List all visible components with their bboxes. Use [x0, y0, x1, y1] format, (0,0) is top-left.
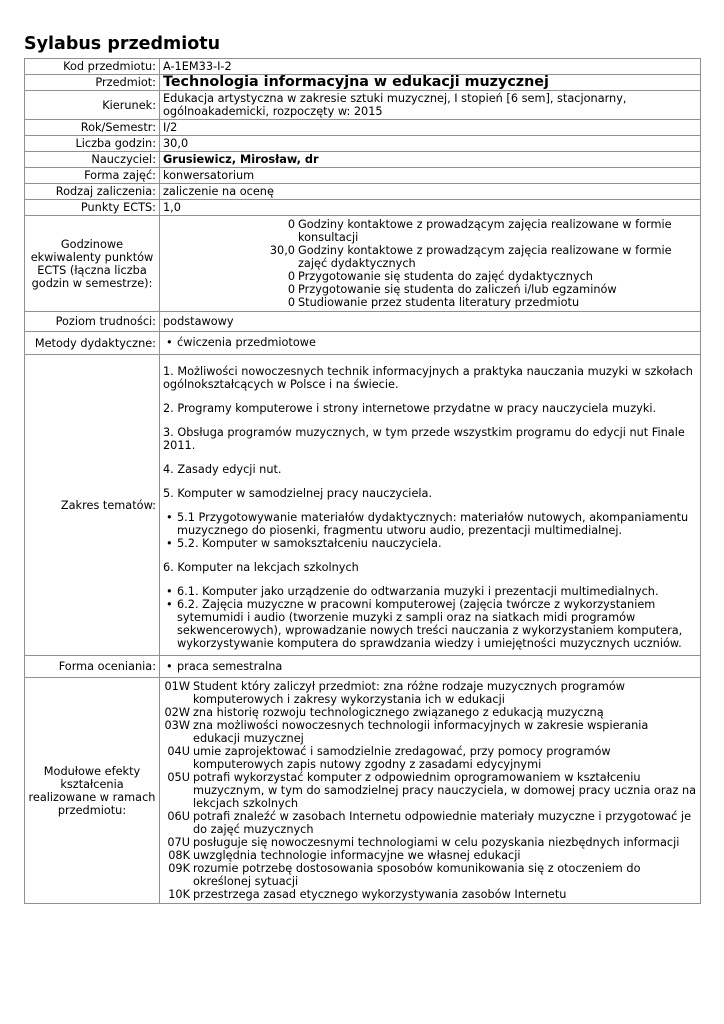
value-metody	[160, 332, 701, 355]
effect-item	[163, 719, 697, 745]
effect-text: potrafi znaleźć w zasobach Internetu odpowiednie materiały muzyczne i przygotować je do zajęć muzycznych	[193, 810, 692, 836]
effect-item	[163, 849, 697, 862]
ects-hours: 0	[287, 270, 295, 283]
ects-text: Godziny kontaktowe z prowadzącym zajęcia realizowane w formie zajęć dydaktycznych	[298, 244, 672, 270]
value-kierunek: Edukacja artystyczna w zakresie sztuki muzycznej, I stopień [6 sem], stacjonarny, ogólnoakademicki, rozpoczęty w: 2015	[160, 91, 701, 120]
topic-1: 1. Możliwości nowoczesnych technik informacyjnych a praktyka nauczania muzyki w szkołach ogólnokształcących w Polsce i na świecie.	[163, 365, 693, 391]
row-kod	[25, 59, 701, 75]
effect-code: 01W	[164, 680, 190, 693]
effect-code: 02W	[164, 706, 190, 719]
effect-code: 06U	[167, 810, 190, 823]
ects-hours: 30,0	[269, 244, 295, 257]
value-efekty	[160, 678, 701, 904]
effect-code: 04U	[167, 745, 190, 758]
effect-item	[163, 771, 697, 810]
row-rok	[25, 120, 701, 136]
list-item: • 6.1. Komputer jako urządzenie do odtwarzania muzyki i prezentacji multimedialnych.	[163, 585, 697, 598]
effect-item	[163, 888, 697, 901]
effect-text: rozumie potrzebę dostosowania sposobów komunikowania się z otoczeniem do określonej sytuacji	[193, 862, 641, 888]
label-przedmiot: Przedmiot:	[25, 75, 160, 91]
topic-5: 5. Komputer w samodzielnej pracy nauczyciela.	[163, 487, 433, 500]
effect-code: 07U	[167, 836, 190, 849]
value-godziny: 30,0	[160, 136, 701, 152]
effect-code: 09K	[168, 862, 190, 875]
ects-item	[163, 296, 697, 309]
ects-text: Godziny kontaktowe z prowadzącym zajęcia realizowane w formie konsultacji	[298, 218, 672, 244]
value-zakres	[160, 355, 701, 656]
effect-code: 08K	[168, 849, 190, 862]
label-ects: Punkty ECTS:	[25, 200, 160, 216]
topic-6: 6. Komputer na lekcjach szkolnych	[163, 561, 359, 574]
ects-text: Przygotowanie się studenta do zaliczeń i/lub egzaminów	[298, 283, 617, 296]
effect-item	[163, 836, 697, 849]
ects-text: Studiowanie przez studenta literatury przedmiotu	[298, 296, 580, 309]
effect-code: 05U	[167, 771, 190, 784]
label-kod: Kod przedmiotu:	[25, 59, 160, 75]
value-rok: I/2	[160, 120, 701, 136]
syllabus-table	[24, 58, 701, 904]
ects-hours: 0	[287, 283, 295, 296]
ects-item	[163, 283, 697, 296]
effect-text: potrafi wykorzystać komputer z odpowiednim oprogramowaniem w kształceniu muzycznym, w tym do samodzielnej pracy nauczyciela, w domowej pracy ucznia oraz na lekcjach szkolnych	[193, 771, 697, 810]
label-zaliczenie: Rodzaj zaliczenia:	[25, 184, 160, 200]
list-item: • ćwiczenia przedmiotowe	[163, 336, 697, 349]
label-efekty: Modułowe efekty kształcenia realizowane w ramach przedmiotu:	[25, 678, 160, 904]
value-zaliczenie: zaliczenie na ocenę	[160, 184, 701, 200]
row-przedmiot	[25, 75, 701, 91]
row-godziny	[25, 136, 701, 152]
effect-text: umie zaprojektować i samodzielnie zredagować, przy pomocy programów komputerowych zapis nutowy zgodny z zasadami edycyjnymi	[193, 745, 611, 771]
label-kierunek: Kierunek:	[25, 91, 160, 120]
effect-item	[163, 706, 697, 719]
effect-item	[163, 680, 697, 706]
effect-text: uwzględnia technologie informacyjne we własnej edukacji	[193, 849, 521, 862]
value-forma: konwersatorium	[160, 168, 701, 184]
effect-text: posługuje się nowoczesnymi technologiami w celu pozyskania niezbędnych informacji	[193, 836, 680, 849]
topic-3: 3. Obsługa programów muzycznych, w tym przede wszystkim programu do edycji nut Finale 2011.	[163, 426, 685, 452]
effect-text: zna historię rozwoju technologicznego związanego z edukacją muzyczną	[193, 706, 604, 719]
page-title: Sylabus przedmiotu	[24, 34, 221, 54]
value-przedmiot: Technologia informacyjna w edukacji muzycznej	[160, 75, 701, 91]
label-rok: Rok/Semestr:	[25, 120, 160, 136]
value-kod: A-1EM33-I-2	[160, 59, 701, 75]
effect-text: Student który zaliczył przedmiot: zna różne rodzaje muzycznych programów komputerowych i zakresy wykorzystania ich w edukacji	[193, 680, 626, 706]
value-ects: 1,0	[160, 200, 701, 216]
row-kierunek	[25, 91, 701, 120]
effect-item	[163, 745, 697, 771]
effect-code: 03W	[164, 719, 190, 732]
label-poziom: Poziom trudności:	[25, 312, 160, 332]
label-ekwiwalent: Godzinowe ekwiwalenty punktów ECTS (łączna liczba godzin w semestrze):	[25, 216, 160, 312]
label-forma: Forma zajęć:	[25, 168, 160, 184]
label-ocenianie: Forma oceniania:	[25, 656, 160, 678]
value-ekwiwalent	[160, 216, 701, 312]
row-efekty	[25, 678, 701, 904]
effect-text: przestrzega zasad etycznego wykorzystywania zasobów Internetu	[193, 888, 567, 901]
row-ects	[25, 200, 701, 216]
value-ocenianie	[160, 656, 701, 678]
effect-item	[163, 862, 697, 888]
ects-item	[163, 244, 697, 270]
topic-2: 2. Programy komputerowe i strony internetowe przydatne w pracy nauczyciela muzyki.	[163, 402, 657, 415]
effect-text: zna możliwości nowoczesnych technologii informacyjnych w zakresie wspierania edukacji muzycznej	[193, 719, 649, 745]
list-item: • 5.1 Przygotowywanie materiałów dydaktycznych: materiałów nutowych, akompaniamentu muzycznego do piosenki, fragmentu utworu audio, prezentacji multimedialnej.	[163, 511, 697, 537]
row-forma	[25, 168, 701, 184]
ects-hours: 0	[287, 218, 295, 231]
label-metody: Metody dydaktyczne:	[25, 332, 160, 355]
effect-code: 10K	[168, 888, 190, 901]
row-zaliczenie	[25, 184, 701, 200]
row-zakres	[25, 355, 701, 656]
topic-5-list	[163, 511, 697, 550]
ects-hours: 0	[287, 296, 295, 309]
ects-text: Przygotowanie się studenta do zajęć dydaktycznych	[298, 270, 593, 283]
row-metody	[25, 332, 701, 355]
list-item: • 6.2. Zajęcia muzyczne w pracowni komputerowej (zajęcia twórcze z wykorzystaniem sytemumidi i audio (tworzenie muzyki z sampli oraz na siatkach midi programów sekwencerowych), wprowadzanie nowych treści nauczania z wykorzystaniem komputera, wykorzystywanie komputera do sprawdzania wiedzy i umiejętności muzycznych uczniów.	[163, 598, 697, 650]
list-item: • praca semestralna	[163, 660, 697, 673]
list-item: • 5.2. Komputer w samokształceniu nauczyciela.	[163, 537, 697, 550]
ects-item	[163, 218, 697, 244]
row-ekwiwalent	[25, 216, 701, 312]
value-nauczyciel: Grusiewicz, Mirosław, dr	[160, 152, 701, 168]
topic-4: 4. Zasady edycji nut.	[163, 463, 282, 476]
effect-item	[163, 810, 697, 836]
topic-6-list	[163, 585, 697, 650]
label-zakres: Zakres tematów:	[25, 355, 160, 656]
label-godziny: Liczba godzin:	[25, 136, 160, 152]
row-poziom	[25, 312, 701, 332]
value-poziom: podstawowy	[160, 312, 701, 332]
ects-item	[163, 270, 697, 283]
row-nauczyciel	[25, 152, 701, 168]
row-ocenianie	[25, 656, 701, 678]
label-nauczyciel: Nauczyciel:	[25, 152, 160, 168]
